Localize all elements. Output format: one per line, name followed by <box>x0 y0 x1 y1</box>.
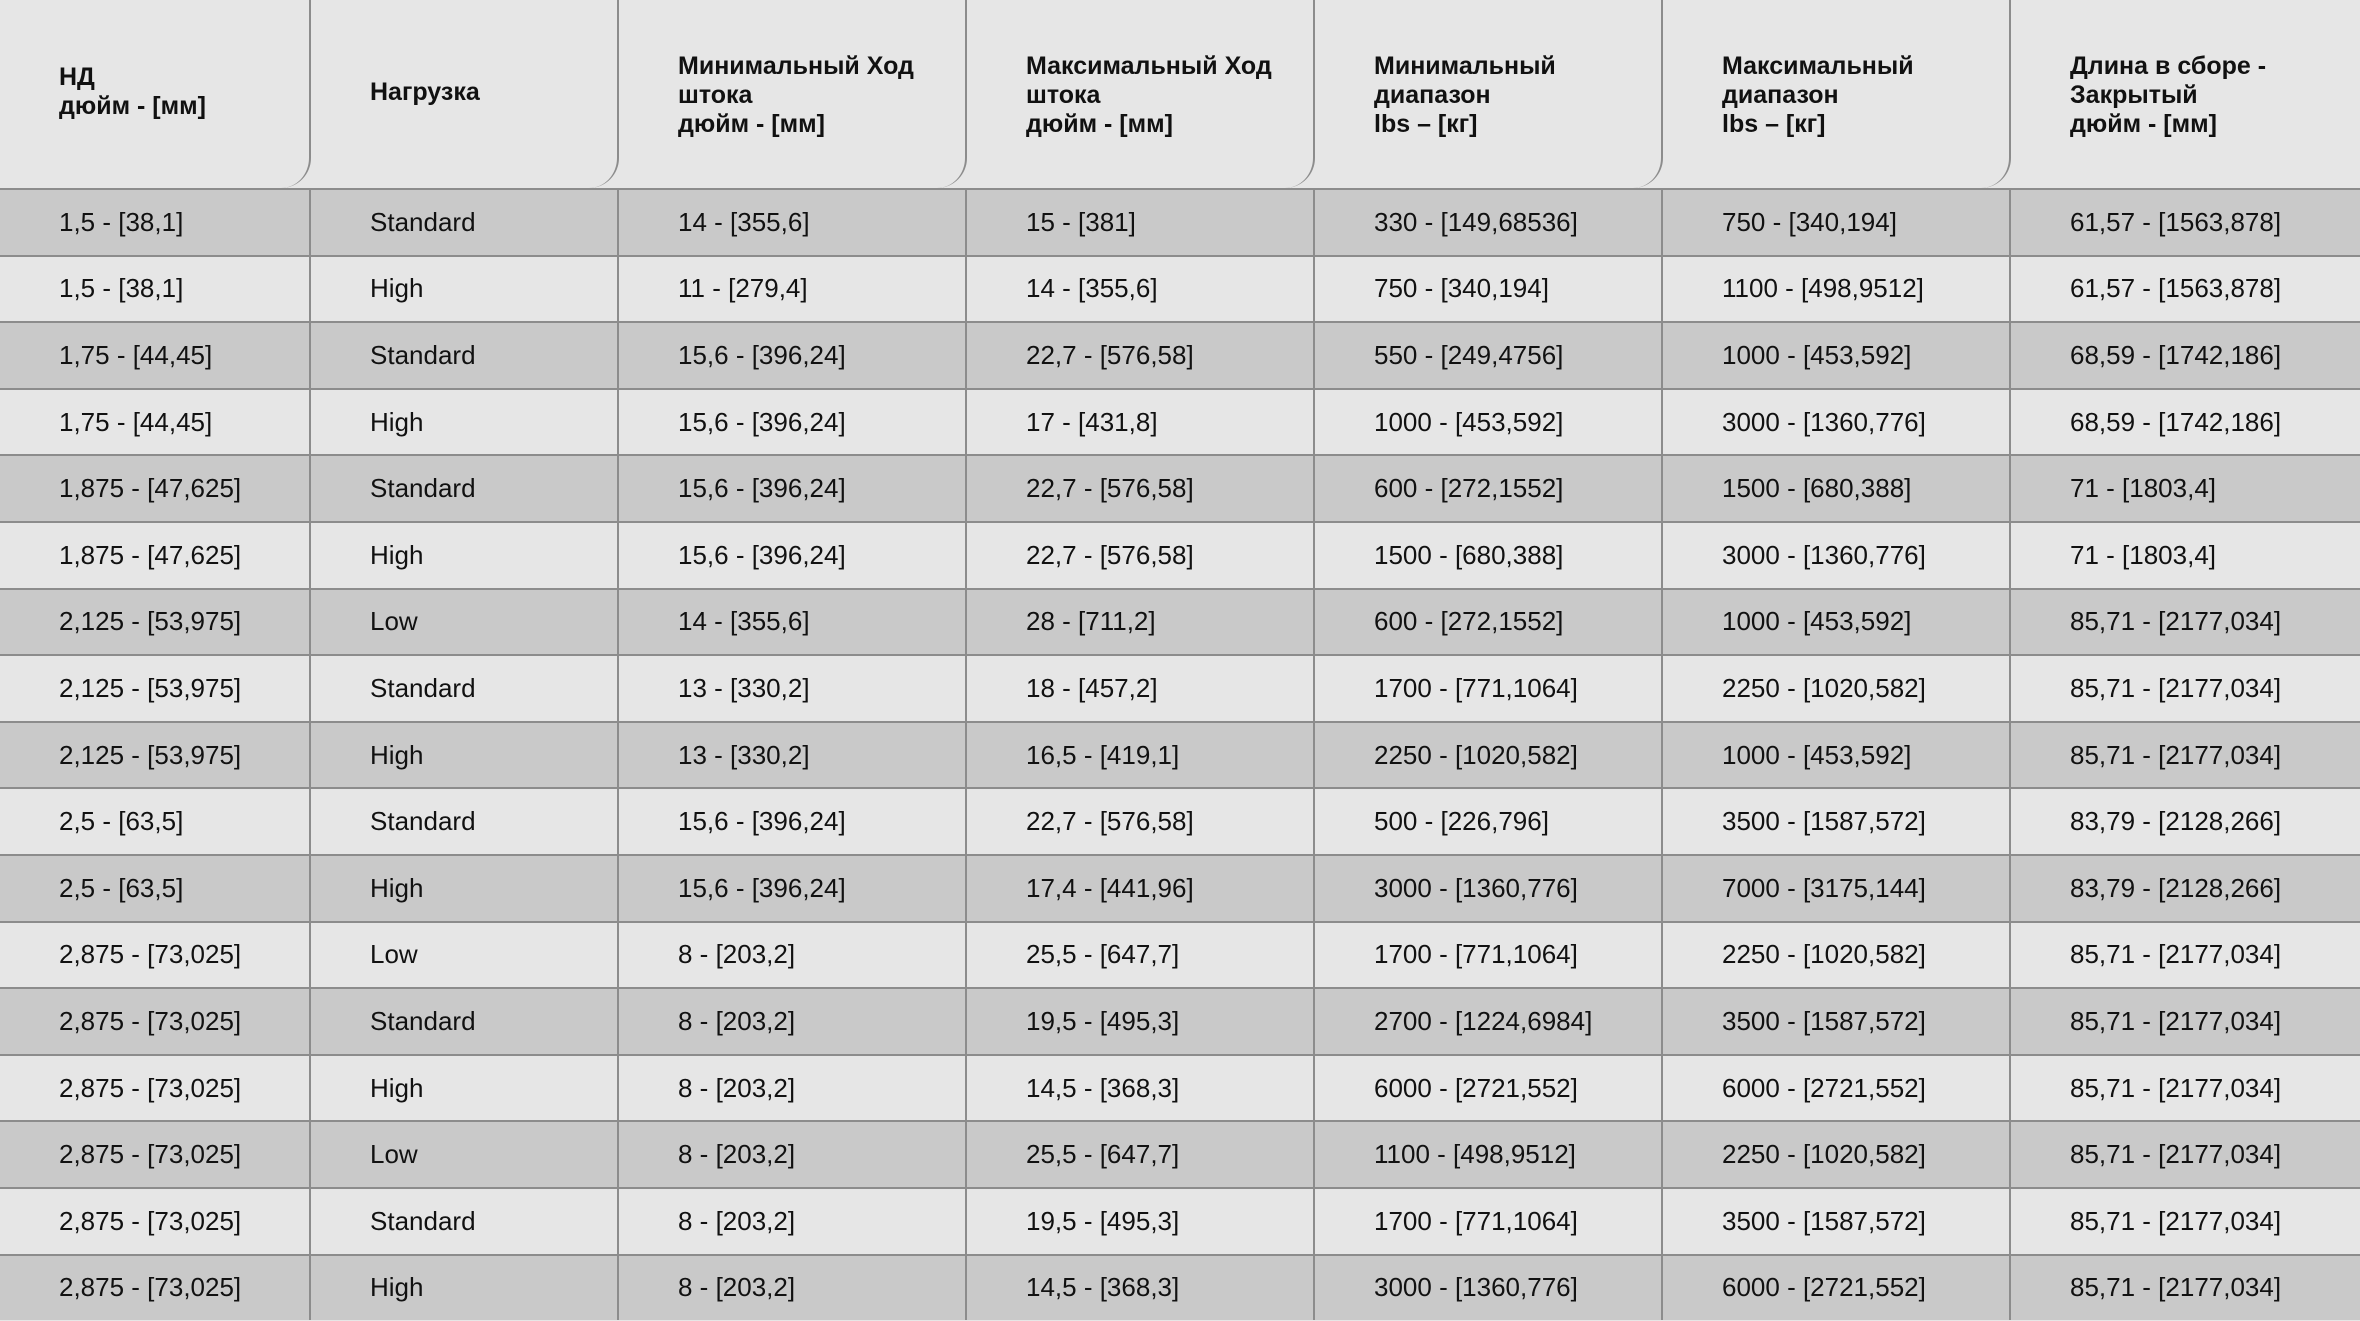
cell-assembled-length: 85,71 - [2177,034] <box>2070 606 2282 637</box>
cell-assembled-length: 85,71 - [2177,034] <box>2070 672 2282 703</box>
cell-assembled-length: 68,59 - [1742,186] <box>2070 406 2282 437</box>
cell-load: High <box>311 1056 619 1121</box>
cell-assembled-length: 85,71 - [2177,034] <box>2070 1272 2282 1303</box>
cell-max-stroke: 17 - [431,8] <box>967 390 1315 455</box>
cell-min-range: 3000 - [1360,776] <box>1315 1256 1663 1321</box>
cell-load: Standard <box>311 190 619 255</box>
cell-nd: 2,5 - [63,5] <box>0 856 311 921</box>
cell-nd: 2,875 - [73,025] <box>0 923 311 988</box>
cell-max-range: 3000 - [1360,776] <box>1663 523 2011 588</box>
cell-load: Low <box>311 590 619 655</box>
table-row <box>0 987 2360 1054</box>
cell-max-range: 1000 - [453,592] <box>1663 323 2011 388</box>
table-row <box>0 521 2360 588</box>
cell-min-range: 2700 - [1224,6984] <box>1315 989 1663 1054</box>
cell-min-range: 550 - [249,4756] <box>1315 323 1663 388</box>
table-row <box>0 1254 2360 1321</box>
cell-min-range: 1000 - [453,592] <box>1315 390 1663 455</box>
cell-min-range: 1100 - [498,9512] <box>1315 1122 1663 1187</box>
cell-max-stroke: 14,5 - [368,3] <box>967 1256 1315 1321</box>
cell-max-stroke: 18 - [457,2] <box>967 656 1315 721</box>
cell-max-stroke: 16,5 - [419,1] <box>967 723 1315 788</box>
cell-min-stroke: 15,6 - [396,24] <box>619 789 967 854</box>
cell-load: Standard <box>311 1189 619 1254</box>
cell-min-range: 330 - [149,68536] <box>1315 190 1663 255</box>
cell-assembled-length: 83,79 - [2128,266] <box>2070 872 2282 903</box>
cell-assembled-length: 71 - [1803,4] <box>2070 473 2216 504</box>
cell-nd: 2,125 - [53,975] <box>0 656 311 721</box>
table-row <box>0 321 2360 388</box>
cell-max-stroke: 14,5 - [368,3] <box>967 1056 1315 1121</box>
cell-nd: 1,875 - [47,625] <box>0 456 311 521</box>
cell-nd: 1,75 - [44,45] <box>0 323 311 388</box>
cell-max-stroke: 22,7 - [576,58] <box>967 456 1315 521</box>
cell-nd: 1,5 - [38,1] <box>0 257 311 322</box>
cell-min-stroke: 15,6 - [396,24] <box>619 856 967 921</box>
cell-nd: 2,875 - [73,025] <box>0 1122 311 1187</box>
header-cell-assembled-length: Длина в сборе - Закрытый дюйм - [мм] <box>2011 0 2360 188</box>
cell-assembled-length: 71 - [1803,4] <box>2070 539 2216 570</box>
cell-min-stroke: 15,6 - [396,24] <box>619 456 967 521</box>
cell-assembled-length: 61,57 - [1563,878] <box>2070 273 2282 304</box>
cell-assembled-length: 83,79 - [2128,266] <box>2070 806 2282 837</box>
cell-load: Low <box>311 1122 619 1187</box>
cell-max-stroke: 22,7 - [576,58] <box>967 523 1315 588</box>
cell-min-range: 1700 - [771,1064] <box>1315 923 1663 988</box>
cell-min-range: 2250 - [1020,582] <box>1315 723 1663 788</box>
cell-assembled-length: 85,71 - [2177,034] <box>2070 739 2282 770</box>
cell-max-range: 750 - [340,194] <box>1663 190 2011 255</box>
cell-max-stroke: 19,5 - [495,3] <box>967 989 1315 1054</box>
cell-nd: 2,125 - [53,975] <box>0 723 311 788</box>
header-cell-nd: НД дюйм - [мм] <box>0 0 311 188</box>
cell-min-range: 1700 - [771,1064] <box>1315 1189 1663 1254</box>
cell-min-stroke: 11 - [279,4] <box>619 257 967 322</box>
cell-max-range: 1100 - [498,9512] <box>1663 257 2011 322</box>
cell-max-range: 2250 - [1020,582] <box>1663 923 2011 988</box>
cell-max-stroke: 15 - [381] <box>967 190 1315 255</box>
cell-min-range: 750 - [340,194] <box>1315 257 1663 322</box>
table-row <box>0 388 2360 455</box>
cell-max-range: 6000 - [2721,552] <box>1663 1256 2011 1321</box>
cell-min-stroke: 15,6 - [396,24] <box>619 390 967 455</box>
table-row <box>0 854 2360 921</box>
table-header <box>0 0 2360 188</box>
table-row <box>0 588 2360 655</box>
cell-assembled-length: 85,71 - [2177,034] <box>2070 1205 2282 1236</box>
cell-nd: 1,875 - [47,625] <box>0 523 311 588</box>
cell-load: High <box>311 723 619 788</box>
table-row <box>0 654 2360 721</box>
cell-max-range: 3500 - [1587,572] <box>1663 789 2011 854</box>
cell-load: High <box>311 523 619 588</box>
table-row <box>0 454 2360 521</box>
table-row <box>0 1054 2360 1121</box>
cell-max-range: 2250 - [1020,582] <box>1663 656 2011 721</box>
header-cell-min-range: Минимальный диапазон lbs – [кг] <box>1315 0 1663 188</box>
cell-min-range: 3000 - [1360,776] <box>1315 856 1663 921</box>
table-row <box>0 188 2360 255</box>
cell-load: Standard <box>311 989 619 1054</box>
cell-max-stroke: 14 - [355,6] <box>967 257 1315 322</box>
cell-min-stroke: 8 - [203,2] <box>619 1056 967 1121</box>
table-row <box>0 1120 2360 1187</box>
cell-min-stroke: 14 - [355,6] <box>619 590 967 655</box>
table-row <box>0 1187 2360 1254</box>
table-row <box>0 787 2360 854</box>
cell-min-range: 6000 - [2721,552] <box>1315 1056 1663 1121</box>
cell-max-stroke: 25,5 - [647,7] <box>967 1122 1315 1187</box>
cell-load: Standard <box>311 789 619 854</box>
cell-nd: 2,875 - [73,025] <box>0 1189 311 1254</box>
cell-load: Low <box>311 923 619 988</box>
cell-assembled-length: 85,71 - [2177,034] <box>2070 939 2282 970</box>
cell-nd: 1,75 - [44,45] <box>0 390 311 455</box>
cell-min-range: 600 - [272,1552] <box>1315 590 1663 655</box>
cell-min-range: 500 - [226,796] <box>1315 789 1663 854</box>
table-row <box>0 255 2360 322</box>
cell-min-range: 1500 - [680,388] <box>1315 523 1663 588</box>
cell-nd: 2,875 - [73,025] <box>0 1056 311 1121</box>
cell-load: Standard <box>311 656 619 721</box>
table-row <box>0 721 2360 788</box>
cell-load: High <box>311 1256 619 1321</box>
cell-load: High <box>311 390 619 455</box>
cell-max-range: 1500 - [680,388] <box>1663 456 2011 521</box>
header-cell-load: Нагрузка <box>311 0 619 188</box>
cell-min-stroke: 8 - [203,2] <box>619 989 967 1054</box>
cell-min-stroke: 8 - [203,2] <box>619 1122 967 1187</box>
cell-min-range: 600 - [272,1552] <box>1315 456 1663 521</box>
cell-max-stroke: 22,7 - [576,58] <box>967 789 1315 854</box>
cell-load: High <box>311 257 619 322</box>
cell-load: Standard <box>311 323 619 388</box>
cell-max-range: 3000 - [1360,776] <box>1663 390 2011 455</box>
cell-max-range: 1000 - [453,592] <box>1663 723 2011 788</box>
cell-nd: 1,5 - [38,1] <box>0 190 311 255</box>
cell-max-stroke: 22,7 - [576,58] <box>967 323 1315 388</box>
cell-max-stroke: 19,5 - [495,3] <box>967 1189 1315 1254</box>
cell-max-range: 3500 - [1587,572] <box>1663 989 2011 1054</box>
cell-min-stroke: 13 - [330,2] <box>619 723 967 788</box>
cell-min-stroke: 8 - [203,2] <box>619 1256 967 1321</box>
cell-min-stroke: 8 - [203,2] <box>619 923 967 988</box>
table-body <box>0 188 2360 1320</box>
cell-nd: 2,875 - [73,025] <box>0 1256 311 1321</box>
cell-load: High <box>311 856 619 921</box>
cell-min-stroke: 14 - [355,6] <box>619 190 967 255</box>
cell-min-stroke: 8 - [203,2] <box>619 1189 967 1254</box>
cell-load: Standard <box>311 456 619 521</box>
cell-min-stroke: 15,6 - [396,24] <box>619 523 967 588</box>
cell-max-range: 6000 - [2721,552] <box>1663 1056 2011 1121</box>
table-row <box>0 921 2360 988</box>
cell-max-stroke: 25,5 - [647,7] <box>967 923 1315 988</box>
cell-min-stroke: 15,6 - [396,24] <box>619 323 967 388</box>
cell-max-stroke: 17,4 - [441,96] <box>967 856 1315 921</box>
cell-assembled-length: 85,71 - [2177,034] <box>2070 1139 2282 1170</box>
cell-assembled-length: 85,71 - [2177,034] <box>2070 1072 2282 1103</box>
cell-max-range: 1000 - [453,592] <box>1663 590 2011 655</box>
header-cell-min-stroke: Минимальный Ход штока дюйм - [мм] <box>619 0 967 188</box>
cell-nd: 2,125 - [53,975] <box>0 590 311 655</box>
cell-nd: 2,5 - [63,5] <box>0 789 311 854</box>
cell-max-range: 7000 - [3175,144] <box>1663 856 2011 921</box>
cell-min-stroke: 13 - [330,2] <box>619 656 967 721</box>
cell-min-range: 1700 - [771,1064] <box>1315 656 1663 721</box>
cell-max-range: 2250 - [1020,582] <box>1663 1122 2011 1187</box>
cell-max-range: 3500 - [1587,572] <box>1663 1189 2011 1254</box>
cell-max-stroke: 28 - [711,2] <box>967 590 1315 655</box>
header-cell-max-range: Максимальный диапазон lbs – [кг] <box>1663 0 2011 188</box>
cell-nd: 2,875 - [73,025] <box>0 989 311 1054</box>
cell-assembled-length: 61,57 - [1563,878] <box>2070 206 2282 237</box>
header-cell-max-stroke: Максимальный Ход штока дюйм - [мм] <box>967 0 1315 188</box>
cell-assembled-length: 68,59 - [1742,186] <box>2070 339 2282 370</box>
cell-assembled-length: 85,71 - [2177,034] <box>2070 1005 2282 1036</box>
